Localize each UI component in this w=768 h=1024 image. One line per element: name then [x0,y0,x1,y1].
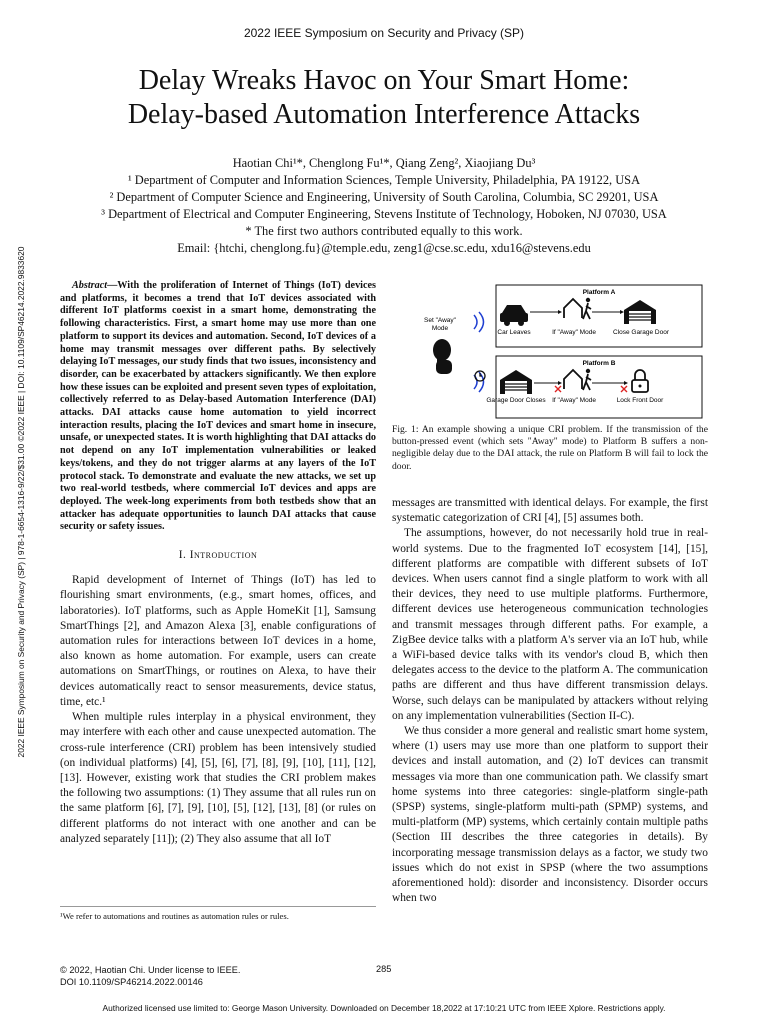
figure-1-caption: Fig. 1: An example showing a unique CRI problem. If the transmission of the button-pressed event (which sets "Away" mode) to Platform B suffers a non-negligible delay due to the DAI attack, the rule on Platform B will fail to lock the door. [392,424,708,472]
footer-copyright-block [60,964,240,988]
garage-icon-a [624,300,656,324]
platform-a-label-1: Car Leaves [497,329,531,336]
intro-paragraph-1: Rapid development of Internet of Things (IoT) has led to flourishing smart environments, (e.g., smart homes, offices, and laboratories). IoT platforms, such as Apple HomeKit [1], Samsung SmartThings [2], and Amazon Alexa [3], enable configurations of automation rules for interactions between IoT devices in a home, also known as home automation. For example, users can create automations on SmartThings, or routines on Alexa, to have their devices automatically react to sensor measurements, device status, time, etc.¹ [60,574,376,708]
intro-paragraph-2: When multiple rules interplay in a physical environment, they may interfere with each other and cause unexpected automation. The cross-rule interference (CRI) problem has been intensively studied (on individual platforms) [4], [5], [6], [7], [8], [9], [10], [11], [12], [13]. However, existing work that studies the CRI problem makes the following two assumptions: (1) They assume that all rules run on the same platform [6], [7], [9], [10], [5], [12], [13], [8] (or rules on different platforms do not interact with one another and can be analyzed separately [11]); (2) They also assume that all IoT [60,711,376,845]
abstract-label: Abstract [72,280,108,291]
page-number: 285 [376,964,392,974]
footnote: ¹We refer to automations and routines as automation rules or rules. [60,906,376,922]
footer-copyright: © 2022, Haotian Chi. Under license to IEEE. [60,965,241,975]
right-paragraph-2: The assumptions, however, do not necessarily hold true in real-world systems. Due to the fragmented IoT ecosystem [14], [15], different platforms are compatible with different subsets of IoT devices. When users cannot find a single platform to work with all their devices, they need to use multiple platforms. Furthermore, different devices use heterogeneous communication technologies and transmit messages through different paths. For example, a ZigBee device talks with a platform A's server via an IoT hub, while a WiFi-based device talks with its vendor's cloud B, which then delegates access to the device to the platform A. The communication paths are different and thus have different transmission delays. Worse, such delays can be manipulated by attackers without relying on any implementation vulnerabilities (Section II-C). [392,527,708,722]
right-column [392,496,708,906]
affiliation-2: ² Department of Computer Science and Engineering, University of South Carolina, Columbia, SC 29201, USA [109,190,659,204]
author-emails: Email: {htchi, chenglong.fu}@temple.edu, zeng1@cse.sc.edu, xdu16@stevens.edu [177,241,591,255]
affiliation-1: ¹ Department of Computer and Information Sciences, Temple University, Philadelphia, PA 19122, USA [127,173,641,187]
footer-doi: DOI 10.1109/SP46214.2022.00146 [60,977,203,987]
failure-x-icons [555,386,627,392]
garage-icon-b [500,370,532,394]
doi-sidebar-text: 2022 IEEE Symposium on Security and Privacy (SP) | 978-1-6654-1316-9/22/$31.00 ©2022 IEEE | DOI: 10.1109/SP46214.2022.9833620 [16,246,26,758]
platform-b-label-1: Garage Door Closes [486,397,546,404]
platform-b-label-2: If "Away" Mode [552,397,596,404]
paper-title [40,64,728,132]
right-paragraph-1: messages are transmitted with identical delays. For example, the first systematic categorization of CRI [4], [5] assumes both. [392,497,708,525]
doi-sidebar [10,222,32,782]
abstract [60,280,376,534]
author-names: Haotian Chi¹*, Chenglong Fu¹*, Qiang Zeng², Xiaojiang Du³ [232,156,536,170]
title-line-2: Delay-based Automation Interference Attacks [127,99,641,130]
platform-a-title: Platform A [582,289,616,296]
platform-b-title: Platform B [582,360,616,367]
home-person-icon-a [564,298,591,319]
right-paragraph-3: We thus consider a more general and realistic smart home system, where (1) users may use more than one platform to support their devices and install automation, and (2) IoT devices can transmit messages via more than one communication path. We classify smart home systems into three categories: single-platform single-path (SPSP) systems, single-platform multi-path (SPMP) systems, and multi-platform (MP) systems, which certainly contain multiple paths (Section III describes the three categories in details). By incorporating message transmission delays as a factor, we study two issues which do not exist in SPSP (where the two assumptions aforementioned hold): disorder and inconsistency. Disorder occurs when two [392,725,708,905]
hand-press-icon [433,339,452,374]
figure-1-diagram [392,280,708,420]
car-icon [500,305,528,326]
section-heading-introduction: I. Introduction [178,549,258,562]
set-away-label: Set "Away" Mode [424,317,456,332]
figure-1 [392,280,708,420]
home-person-icon-b [564,369,591,390]
title-line-1: Delay Wreaks Havoc on Your Smart Home: [138,65,630,96]
abstract-text: —With the proliferation of Internet of Things (IoT) devices and platforms, it becomes a trend that IoT devices associated with different IoT platforms coexist in a smart home, demonstrating the following characteristics. First, a smart home may use more than one platform to support its devices and automation. Second, IoT devices of a home may transmit messages over different paths. By selectively delaying IoT messages, our study finds that two issues, inconsistency and disorder, can be exacerbated by attackers significantly. We then explore how these issues can be exploited and present seven types of exploitation, collectively referred to as Delay-based Automation Interference (DAI) attacks. DAI attacks cause home automation to yield incorrect interaction results, placing the IoT devices and smart home in insecure, unsafe, or unexpected states. It is worth highlighting that DAI attacks do not depend on any IoT implementation vulnerabilities or leaked keys/tokens, and they do not trigger alarms at any layers of the IoT protocol stack. To demonstrate and evaluate the new attacks, we set up two real-world testbeds, where commercial IoT devices and apps are deployed. The week-long experiments from both testbeds show that an attacker has adequate opportunities to launch DAI attacks that cause security or safety issues. [60,280,376,533]
left-column [60,280,376,847]
author-block [40,155,728,257]
affiliation-3: ³ Department of Electrical and Computer Engineering, Stevens Institute of Technology, Hoboken, NJ 07030, USA [101,207,667,221]
conference-header: 2022 IEEE Symposium on Security and Privacy (SP) [243,26,525,40]
lock-icon [632,370,648,392]
equal-contribution-note: * The first two authors contributed equally to this work. [245,224,523,238]
platform-a-label-3: Close Garage Door [613,329,669,336]
platform-b-label-3: Lock Front Door [616,397,664,404]
license-notice: Authorized licensed use limited to: George Mason University. Downloaded on December 18,2022 at 17:10:21 UTC from IEEE Xplore. Restrictions apply. [102,1003,666,1013]
platform-a-label-2: If "Away" Mode [552,329,596,336]
